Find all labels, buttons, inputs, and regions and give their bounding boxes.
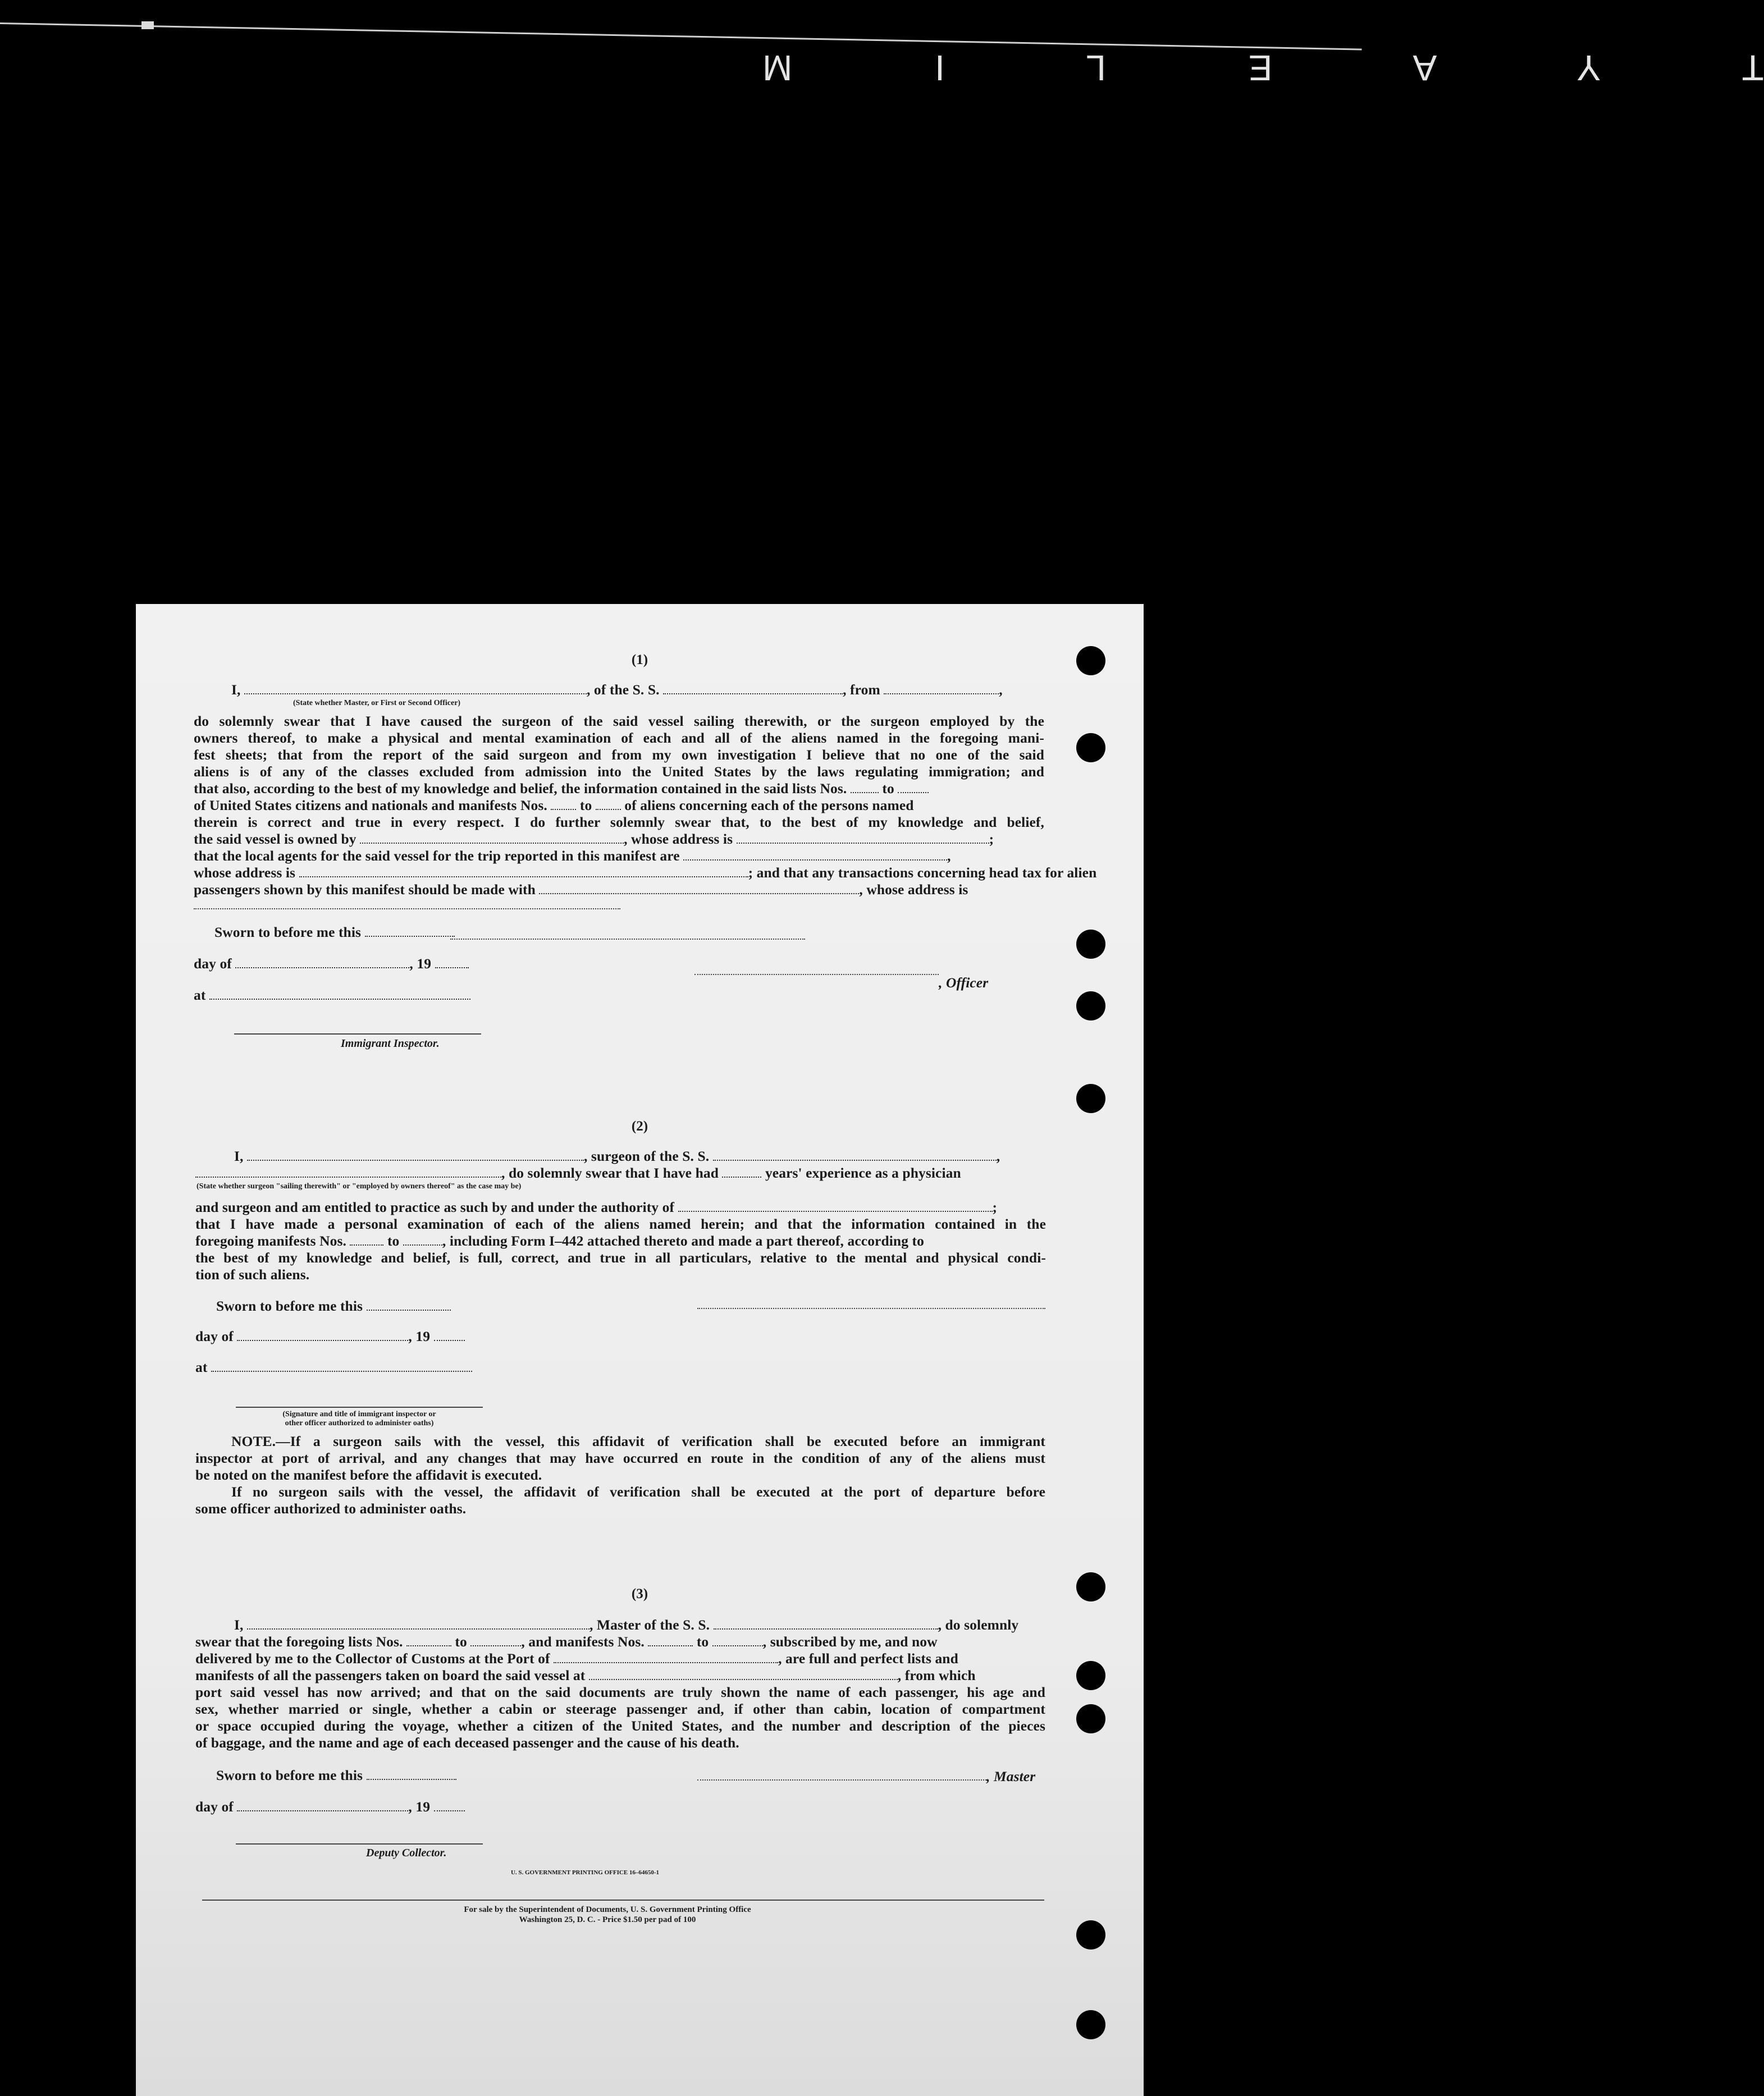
whose-address-label: , whose address is [624, 831, 733, 847]
s2-line-3 [195, 1199, 997, 1216]
punch-hole [1076, 991, 1105, 1020]
s1-at [194, 987, 470, 1004]
s3-sworn [216, 1767, 456, 1784]
owner-address-field[interactable] [737, 832, 989, 844]
manifest-no-from-field[interactable] [551, 799, 576, 810]
s2-line-1 [234, 1148, 1047, 1165]
section-1-intro [231, 681, 1044, 698]
section-1-number: (1) [631, 652, 648, 667]
year-label: , 19 [408, 1798, 431, 1815]
day-of-label: day of [194, 955, 232, 972]
s1-day [194, 955, 469, 972]
year-label: , 19 [409, 955, 432, 972]
note-line-1: NOTE.—If a surgeon sails with the vessel, this affidavit of verification shall be executed before an immigrant [231, 1433, 1045, 1449]
surgeon-note: (State whether surgeon "sailing therewith" or "employed by owners thereof" as the case may be) [196, 1182, 522, 1191]
list-no-from-field[interactable] [851, 782, 879, 793]
head-tax-address-field[interactable] [194, 908, 620, 909]
surgeon-vessel-field[interactable] [713, 1150, 997, 1161]
collector-signature-line[interactable] [236, 1843, 483, 1845]
s1-line-5-text: that also, according to the best of my knowledge and belief, the information contained in the said lists Nos. [194, 780, 847, 797]
s1-line-4: aliens is of any of the classes excluded from admission into the United States by the laws regulating immigration; and [194, 763, 1044, 780]
s1-line-10 [194, 864, 1096, 881]
note-line-2: inspector at port of arrival, and any changes that may have occurred en route in the condition of any of the aliens must [195, 1450, 1045, 1466]
sworn-place-field[interactable] [209, 988, 470, 1000]
list-from-field[interactable] [406, 1635, 451, 1646]
sworn-year-field[interactable] [434, 1330, 465, 1341]
s2-sworn [216, 1298, 451, 1315]
comma: , [996, 1148, 1000, 1164]
surgeon-of-label: , surgeon of the S. S. [583, 1148, 710, 1164]
s2-line-2 [195, 1165, 961, 1182]
master-vessel-field[interactable] [714, 1618, 938, 1630]
owner-label: the said vessel is owned by [194, 831, 357, 847]
from-which-text: , from which [897, 1667, 976, 1683]
intro-i: I, [234, 1617, 244, 1633]
s2-line-6: the best of my knowledge and belief, is full, correct, and true in all particulars, relative to the mental and physical condi- [195, 1250, 1046, 1266]
section-3-number: (3) [631, 1586, 648, 1601]
sworn-label: Sworn to before me this [216, 1767, 363, 1783]
list-no-to-field[interactable] [898, 782, 929, 793]
punch-hole [1076, 1920, 1105, 1949]
collector-caption: Deputy Collector. [366, 1847, 447, 1859]
s2-line-5 [195, 1233, 924, 1250]
s1-line-6 [194, 797, 914, 814]
officer-label: , Officer [939, 974, 989, 991]
s3-day [195, 1798, 465, 1815]
sworn-month-field[interactable] [235, 957, 409, 968]
from-label: , from [843, 681, 880, 698]
at-label: at [195, 1359, 208, 1375]
head-tax-text: ; and that any transactions concerning head tax for alien [748, 864, 1097, 881]
to-label: to [579, 797, 592, 813]
semicolon: ; [992, 1199, 998, 1215]
form-page [136, 604, 1144, 2096]
s2-line-7: tion of such aliens. [195, 1266, 310, 1283]
form-text: , including Form I–442 attached thereto and made a part thereof, according to [442, 1233, 924, 1249]
inspector-signature-line[interactable] [234, 1033, 481, 1035]
s1-sworn [214, 924, 455, 941]
years-experience-field[interactable] [722, 1166, 761, 1178]
head-tax-contact-label: passengers shown by this manifest should be made with [194, 881, 536, 898]
at-label: at [194, 987, 206, 1003]
s2-day [195, 1328, 465, 1345]
authority-field[interactable] [678, 1201, 993, 1212]
sale-line-1: For sale by the Superintendent of Documents, U. S. Government Printing Office [464, 1905, 751, 1914]
s1-line-3: fest sheets; that from the report of the said surgeon and from my own investigation I believe that no one of the said [194, 747, 1044, 763]
manifests-label: , and manifests Nos. [521, 1633, 645, 1650]
film-mark [141, 21, 154, 29]
officer-signature-field[interactable] [694, 974, 939, 975]
surgeon-signature-line[interactable] [697, 1308, 1045, 1309]
port-label: delivered by me to the Collector of Customs at the Port of [195, 1650, 550, 1667]
officer-name-field[interactable] [244, 683, 587, 694]
comma: , [999, 681, 1003, 698]
year-label: , 19 [408, 1328, 431, 1344]
punch-hole [1076, 2010, 1105, 2039]
film-header-text: T Y A E L I M [696, 48, 1764, 88]
boarding-port-field[interactable] [589, 1669, 898, 1680]
s2-at [195, 1359, 472, 1376]
s3-line-6: sex, whether married or single, whether a cabin or steerage passenger and, if other than cabin, location of compartment [195, 1701, 1045, 1717]
s2-line-4: that I have made a personal examination of each of the aliens named herein; and that the information contained in the [195, 1216, 1046, 1232]
authority-signature-line[interactable] [236, 1407, 483, 1408]
s3-line-2 [195, 1633, 938, 1650]
signature-note-2: other officer authorized to administer oaths) [285, 1419, 434, 1427]
sworn-month-field[interactable] [237, 1330, 408, 1341]
whose-address-label: whose address is [194, 864, 296, 881]
sworn-date-field[interactable] [367, 1769, 456, 1780]
manifest-no-to-field[interactable] [596, 799, 621, 810]
signature-note-1: (Signature and title of immigrant inspector or [282, 1410, 436, 1418]
footer-rule [202, 1900, 1044, 1901]
master-label: , Master [986, 1768, 1036, 1784]
sworn-year-field[interactable] [435, 957, 469, 968]
officer-note: (State whether Master, or First or Second Officer) [293, 699, 461, 707]
officer-signature-line[interactable] [450, 939, 805, 940]
intro-i: I, [234, 1148, 244, 1164]
sworn-year-field[interactable] [434, 1800, 465, 1811]
day-of-label: day of [195, 1328, 234, 1344]
swear-label: , do solemnly [938, 1617, 1019, 1633]
list-to-field[interactable] [470, 1635, 521, 1646]
sworn-place-field[interactable] [211, 1361, 472, 1372]
inspector-caption: Immigrant Inspector. [341, 1037, 440, 1050]
semicolon: ; [989, 831, 994, 847]
sworn-label: Sworn to before me this [216, 1298, 363, 1314]
sale-line-2: Washington 25, D. C. - Price $1.50 per pad of 100 [519, 1915, 696, 1924]
s1-line-7: therein is correct and true in every respect. I do further solemnly swear that, to the best of my knowledge and belief, [194, 814, 1044, 830]
punch-hole [1076, 1704, 1105, 1733]
s1-line-11 [194, 881, 968, 898]
film-edge-line [0, 22, 1362, 51]
surgeon-status-field[interactable] [195, 1166, 501, 1178]
printing-office: U. S. GOVERNMENT PRINTING OFFICE 16–64650-1 [510, 1869, 660, 1876]
manifest-to-field[interactable] [712, 1635, 763, 1646]
master-name-field[interactable] [247, 1618, 589, 1630]
sworn-label: Sworn to before me this [214, 924, 362, 940]
s1-line-6-text: of United States citizens and nationals and manifests Nos. [194, 797, 547, 813]
to-label: to [455, 1633, 467, 1650]
whose-address-label: , whose address is [859, 881, 968, 898]
punch-hole [1076, 1661, 1105, 1690]
s1-line-1: do solemnly swear that I have caused the surgeon of the said vessel sailing therewith, or the surgeon employed by the [194, 713, 1044, 729]
note-line-4: If no surgeon sails with the vessel, the affidavit of verification shall be executed at the port of departure before [231, 1484, 1045, 1500]
sworn-date-field[interactable] [365, 926, 455, 937]
section-2-number: (2) [631, 1119, 648, 1134]
manifests-label: foregoing manifests Nos. [195, 1233, 346, 1249]
swear-label: , do solemnly swear that I have had [501, 1165, 719, 1181]
agents-field[interactable] [683, 849, 947, 861]
punch-hole [1076, 1084, 1105, 1113]
sworn-date-field[interactable] [367, 1299, 451, 1311]
punch-hole [1076, 733, 1105, 762]
vessel-name-field[interactable] [663, 683, 843, 694]
s3-line-1 [234, 1617, 1047, 1633]
manifest-to-field[interactable] [403, 1234, 442, 1246]
lists-text: , are full and perfect lists and [778, 1650, 958, 1667]
s3-line-3 [195, 1650, 958, 1667]
of-aliens-text: of aliens concerning each of the persons named [624, 797, 914, 813]
sworn-month-field[interactable] [237, 1800, 408, 1811]
manifest-from-field[interactable] [648, 1635, 693, 1646]
departure-port-field[interactable] [884, 683, 999, 694]
punch-hole [1076, 930, 1105, 959]
s3-line-5: port said vessel has now arrived; and that on the said documents are truly shown the name of each passenger, his age and [195, 1684, 1045, 1700]
head-tax-contact-field[interactable] [539, 883, 859, 894]
owner-field[interactable] [360, 832, 624, 844]
note-line-5: some officer authorized to administer oaths. [195, 1500, 467, 1517]
surgeon-name-field[interactable] [247, 1150, 584, 1161]
subscribed-text: , subscribed by me, and now [762, 1633, 938, 1650]
s1-line-5 [194, 780, 929, 797]
s1-line-2: owners thereof, to make a physical and mental examination of each and all of the aliens named in the foregoing mani- [194, 730, 1044, 746]
master-of-label: , Master of the S. S. [589, 1617, 710, 1633]
manifest-from-field[interactable] [350, 1234, 383, 1246]
to-label: to [696, 1633, 709, 1650]
agents-label: that the local agents for the said vessel for the trip reported in this manifest are [194, 848, 680, 864]
years-label: years' experience as a physician [765, 1165, 961, 1181]
agents-address-field[interactable] [299, 866, 748, 877]
lists-label: swear that the foregoing lists Nos. [195, 1633, 403, 1650]
authority-label: and surgeon and am entitled to practice as such by and under the authority of [195, 1199, 675, 1215]
note-line-3: be noted on the manifest before the affidavit is executed. [195, 1467, 542, 1483]
s3-line-4 [195, 1667, 976, 1684]
intro-i: I, [231, 681, 241, 698]
comma: , [947, 848, 951, 864]
to-label: to [387, 1233, 400, 1249]
s1-line-9 [194, 848, 951, 864]
day-of-label: day of [195, 1798, 234, 1815]
s3-line-8: of baggage, and the name and age of each deceased passenger and the cause of his death. [195, 1735, 739, 1751]
to-label: to [882, 780, 894, 797]
master-signature-line[interactable] [697, 1779, 986, 1781]
s3-line-7: or space occupied during the voyage, whether a citizen of the United States, and the number and description of the pieces [195, 1718, 1045, 1734]
boarding-label: manifests of all the passengers taken on board the said vessel at [195, 1667, 586, 1683]
s1-line-8 [194, 831, 994, 848]
of-ss-label: , of the S. S. [586, 681, 660, 698]
port-field[interactable] [554, 1652, 778, 1663]
